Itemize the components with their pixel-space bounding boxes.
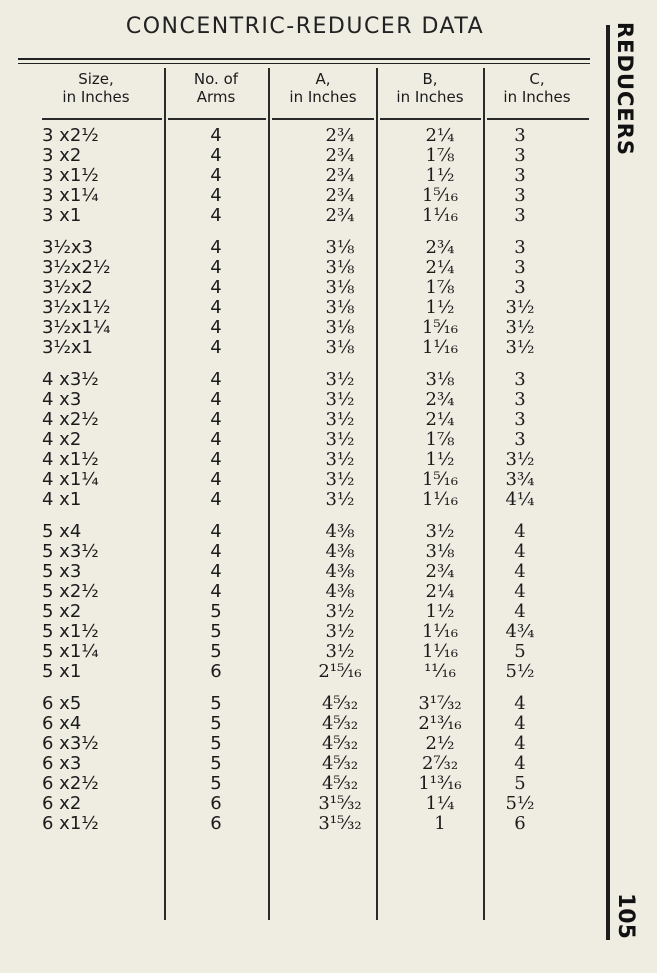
a-cell: 2¾ (325, 125, 355, 146)
b-cell: 1⁵⁄₁₆ (421, 185, 459, 206)
c-cell: 5 (514, 641, 526, 662)
b-cell: 2¾ (425, 237, 455, 258)
b-cell: 2½ (425, 733, 455, 754)
table-row (18, 582, 590, 602)
b-cell: 1⅞ (425, 277, 455, 298)
table-row (18, 126, 590, 146)
c-cell: 3½ (505, 297, 535, 318)
page-title: CONCENTRIC-REDUCER DATA (125, 14, 485, 39)
b-cell: 2¼ (425, 409, 455, 430)
a-cell: 2¹⁵⁄₁₆ (318, 661, 362, 682)
table-row (18, 522, 590, 542)
b-cell: 2¼ (425, 125, 455, 146)
a-cell: 3½ (325, 601, 355, 622)
a-cell: 4⁵⁄₃₂ (321, 773, 359, 794)
header-underline (487, 118, 589, 120)
table-row (18, 622, 590, 642)
page-edge-rule (606, 25, 610, 940)
a-cell: 2¾ (325, 165, 355, 186)
table-row (18, 258, 590, 278)
arms-cell: 4 (210, 237, 222, 258)
c-cell: 3½ (505, 337, 535, 358)
header-size-line2: in Inches (62, 88, 130, 106)
c-cell: 3 (514, 205, 526, 226)
table-row (18, 662, 590, 682)
row-group (18, 238, 590, 358)
table-row (18, 470, 590, 490)
b-cell: 1⅞ (425, 429, 455, 450)
a-cell: 3⅛ (325, 237, 355, 258)
a-cell: 4⅜ (325, 561, 355, 582)
row-group (18, 694, 590, 834)
a-cell: 4⁵⁄₃₂ (321, 693, 359, 714)
header-b (378, 70, 482, 106)
arms-cell: 5 (210, 621, 222, 642)
table-row (18, 490, 590, 510)
c-cell: 3 (514, 237, 526, 258)
size-cell: 5 x3½ (42, 541, 99, 562)
c-cell: 5½ (505, 661, 535, 682)
size-cell: 4 x2½ (42, 409, 99, 430)
header-underline (380, 118, 481, 120)
b-cell: 1½ (425, 449, 455, 470)
header-arms-line1: No. of (193, 70, 239, 88)
header-b-line1: B, (422, 70, 438, 88)
arms-cell: 4 (210, 297, 222, 318)
b-cell: 2¾ (425, 389, 455, 410)
c-cell: 3½ (505, 317, 535, 338)
b-cell: 2⁷⁄₃₂ (421, 753, 459, 774)
table-row (18, 410, 590, 430)
arms-cell: 4 (210, 521, 222, 542)
b-cell: 1½ (425, 601, 455, 622)
size-cell: 4 x1½ (42, 449, 99, 470)
arms-cell: 4 (210, 337, 222, 358)
c-cell: 4 (514, 581, 526, 602)
arms-cell: 4 (210, 581, 222, 602)
table-body (18, 126, 590, 846)
b-cell: 1½ (425, 297, 455, 318)
a-cell: 3¹⁵⁄₃₂ (318, 813, 362, 834)
c-cell: 3 (514, 429, 526, 450)
c-cell: 4 (514, 713, 526, 734)
a-cell: 3½ (325, 429, 355, 450)
arms-cell: 4 (210, 145, 222, 166)
arms-cell: 4 (210, 317, 222, 338)
row-group (18, 522, 590, 682)
header-underline (272, 118, 374, 120)
size-cell: 5 x4 (42, 521, 82, 542)
size-cell: 5 x1½ (42, 621, 99, 642)
c-cell: 3 (514, 165, 526, 186)
header-underline (42, 118, 162, 120)
header-size (28, 70, 164, 106)
table-row (18, 602, 590, 622)
a-cell: 3½ (325, 449, 355, 470)
table-row (18, 754, 590, 774)
c-cell: 3 (514, 145, 526, 166)
arms-cell: 4 (210, 165, 222, 186)
c-cell: 3 (514, 369, 526, 390)
size-cell: 5 x1 (42, 661, 82, 682)
table-row (18, 814, 590, 834)
b-cell: ¹¹⁄₁₆ (424, 661, 456, 682)
c-cell: 6 (514, 813, 526, 834)
a-cell: 3½ (325, 409, 355, 430)
b-cell: 3¹⁷⁄₃₂ (418, 693, 462, 714)
a-cell: 4⅜ (325, 541, 355, 562)
table-row (18, 166, 590, 186)
size-cell: 5 x2 (42, 601, 82, 622)
title-rule-bottom (18, 63, 590, 64)
header-size-line1: Size, (78, 70, 114, 88)
table-row (18, 238, 590, 258)
a-cell: 3½ (325, 389, 355, 410)
b-cell: 1¹⁄₁₆ (421, 337, 459, 358)
table-row (18, 186, 590, 206)
header-a (270, 70, 376, 106)
a-cell: 4⅜ (325, 521, 355, 542)
c-cell: 3 (514, 277, 526, 298)
a-cell: 3⅛ (325, 277, 355, 298)
c-cell: 3¾ (505, 469, 535, 490)
arms-cell: 5 (210, 773, 222, 794)
c-cell: 5½ (505, 793, 535, 814)
arms-cell: 4 (210, 561, 222, 582)
size-cell: 3 x1½ (42, 165, 99, 186)
table-row (18, 206, 590, 226)
c-cell: 3 (514, 257, 526, 278)
table-row (18, 146, 590, 166)
a-cell: 2¾ (325, 185, 355, 206)
arms-cell: 4 (210, 277, 222, 298)
c-cell: 4¾ (505, 621, 535, 642)
row-group (18, 370, 590, 510)
b-cell: 1¹⁄₁₆ (421, 205, 459, 226)
c-cell: 4¼ (505, 489, 535, 510)
arms-cell: 4 (210, 369, 222, 390)
header-arms (166, 70, 266, 106)
c-cell: 3 (514, 185, 526, 206)
b-cell: 2¼ (425, 257, 455, 278)
arms-cell: 4 (210, 541, 222, 562)
a-cell: 3½ (325, 621, 355, 642)
header-a-line2: in Inches (289, 88, 357, 106)
arms-cell: 4 (210, 125, 222, 146)
size-cell: 4 x3 (42, 389, 82, 410)
a-cell: 3½ (325, 469, 355, 490)
table-row (18, 278, 590, 298)
size-cell: 3½x2½ (42, 257, 111, 278)
b-cell: 1¹³⁄₁₆ (418, 773, 462, 794)
c-cell: 4 (514, 753, 526, 774)
c-cell: 4 (514, 561, 526, 582)
size-cell: 6 x2½ (42, 773, 99, 794)
row-group (18, 126, 590, 226)
arms-cell: 6 (210, 793, 222, 814)
c-cell: 4 (514, 693, 526, 714)
b-cell: 1¹⁄₁₆ (421, 489, 459, 510)
a-cell: 4⁵⁄₃₂ (321, 713, 359, 734)
b-cell: 1¹⁄₁₆ (421, 641, 459, 662)
arms-cell: 4 (210, 449, 222, 470)
c-cell: 4 (514, 541, 526, 562)
b-cell: 1⁵⁄₁₆ (421, 317, 459, 338)
arms-cell: 6 (210, 661, 222, 682)
arms-cell: 4 (210, 469, 222, 490)
arms-cell: 5 (210, 733, 222, 754)
table-row (18, 694, 590, 714)
size-cell: 3 x2 (42, 145, 82, 166)
c-cell: 5 (514, 773, 526, 794)
a-cell: 4⅜ (325, 581, 355, 602)
c-cell: 4 (514, 733, 526, 754)
c-cell: 3 (514, 389, 526, 410)
b-cell: 2¹³⁄₁₆ (418, 713, 462, 734)
size-cell: 5 x2½ (42, 581, 99, 602)
c-cell: 4 (514, 601, 526, 622)
arms-cell: 5 (210, 693, 222, 714)
b-cell: 3⅛ (425, 369, 455, 390)
arms-cell: 4 (210, 429, 222, 450)
a-cell: 3⅛ (325, 257, 355, 278)
size-cell: 3½x1 (42, 337, 94, 358)
table-header (18, 70, 590, 118)
c-cell: 3½ (505, 449, 535, 470)
table-row (18, 542, 590, 562)
table-row (18, 714, 590, 734)
c-cell: 4 (514, 521, 526, 542)
size-cell: 6 x5 (42, 693, 82, 714)
a-cell: 4⁵⁄₃₂ (321, 753, 359, 774)
a-cell: 3½ (325, 641, 355, 662)
a-cell: 3⅛ (325, 317, 355, 338)
table-row (18, 562, 590, 582)
table-row (18, 794, 590, 814)
header-c-line1: C, (529, 70, 545, 88)
section-tab-label: REDUCERS (613, 22, 637, 157)
arms-cell: 4 (210, 489, 222, 510)
header-c-line2: in Inches (503, 88, 571, 106)
size-cell: 5 x1¼ (42, 641, 99, 662)
b-cell: 2¾ (425, 561, 455, 582)
size-cell: 6 x3½ (42, 733, 99, 754)
table-row (18, 642, 590, 662)
size-cell: 4 x3½ (42, 369, 99, 390)
size-cell: 6 x3 (42, 753, 82, 774)
table-row (18, 450, 590, 470)
arms-cell: 4 (210, 205, 222, 226)
a-cell: 4⁵⁄₃₂ (321, 733, 359, 754)
size-cell: 3 x2½ (42, 125, 99, 146)
table-row (18, 318, 590, 338)
arms-cell: 5 (210, 753, 222, 774)
table-row (18, 390, 590, 410)
b-cell: 1⁵⁄₁₆ (421, 469, 459, 490)
size-cell: 3 x1 (42, 205, 82, 226)
b-cell: 2¼ (425, 581, 455, 602)
header-arms-line2: Arms (196, 88, 236, 106)
header-a-line1: A, (315, 70, 331, 88)
c-cell: 3 (514, 125, 526, 146)
size-cell: 3½x2 (42, 277, 94, 298)
size-cell: 4 x2 (42, 429, 82, 450)
size-cell: 3½x3 (42, 237, 94, 258)
b-cell: 1¹⁄₁₆ (421, 621, 459, 642)
arms-cell: 5 (210, 713, 222, 734)
table-row (18, 338, 590, 358)
size-cell: 3½x1¼ (42, 317, 111, 338)
size-cell: 5 x3 (42, 561, 82, 582)
b-cell: 1 (434, 813, 446, 834)
arms-cell: 4 (210, 409, 222, 430)
size-cell: 6 x2 (42, 793, 82, 814)
a-cell: 3¹⁵⁄₃₂ (318, 793, 362, 814)
size-cell: 6 x1½ (42, 813, 99, 834)
a-cell: 3½ (325, 369, 355, 390)
b-cell: 3½ (425, 521, 455, 542)
arms-cell: 4 (210, 389, 222, 410)
table-row (18, 430, 590, 450)
a-cell: 3⅛ (325, 337, 355, 358)
a-cell: 2¾ (325, 205, 355, 226)
header-underline (168, 118, 266, 120)
arms-cell: 5 (210, 601, 222, 622)
a-cell: 3⅛ (325, 297, 355, 318)
b-cell: 1⅞ (425, 145, 455, 166)
header-c (485, 70, 589, 106)
arms-cell: 6 (210, 813, 222, 834)
b-cell: 1½ (425, 165, 455, 186)
size-cell: 3 x1¼ (42, 185, 99, 206)
a-cell: 3½ (325, 489, 355, 510)
size-cell: 6 x4 (42, 713, 82, 734)
b-cell: 3⅛ (425, 541, 455, 562)
size-cell: 4 x1¼ (42, 469, 99, 490)
size-cell: 3½x1½ (42, 297, 111, 318)
arms-cell: 4 (210, 257, 222, 278)
title-rule-top (18, 58, 590, 60)
b-cell: 1¼ (425, 793, 455, 814)
header-b-line2: in Inches (396, 88, 464, 106)
table-row (18, 734, 590, 754)
arms-cell: 5 (210, 641, 222, 662)
table-row (18, 298, 590, 318)
a-cell: 2¾ (325, 145, 355, 166)
c-cell: 3 (514, 409, 526, 430)
arms-cell: 4 (210, 185, 222, 206)
table-row (18, 370, 590, 390)
page-number: 105 (613, 893, 638, 939)
table-row (18, 774, 590, 794)
size-cell: 4 x1 (42, 489, 82, 510)
